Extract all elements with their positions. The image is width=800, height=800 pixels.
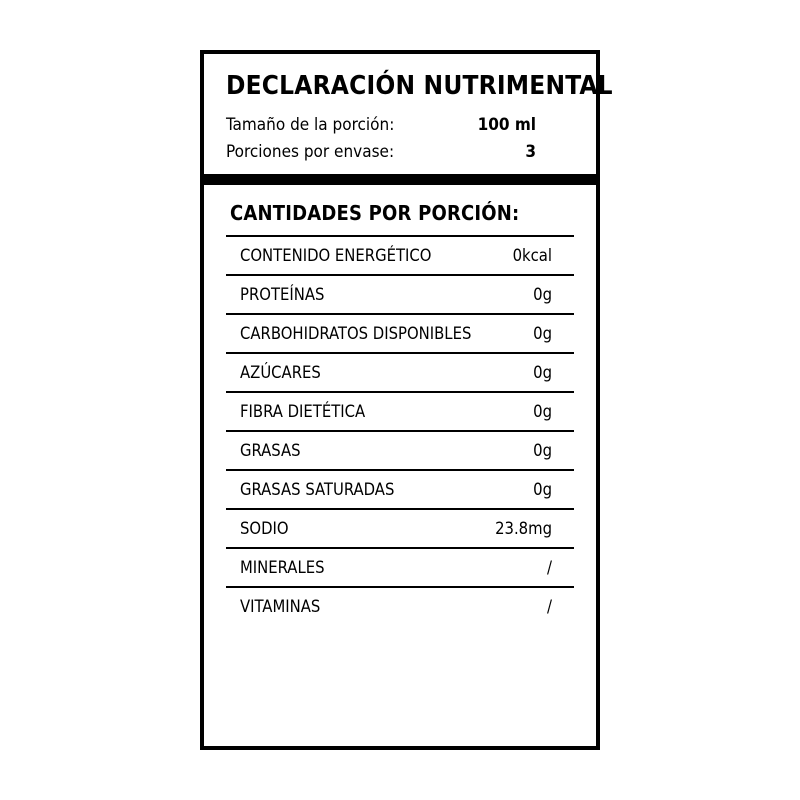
nutrient-name: FIBRA DIETÉTICA <box>240 401 366 421</box>
nutrient-value: 0kcal <box>512 245 552 265</box>
nutrition-facts-panel <box>200 50 613 750</box>
table-row <box>226 353 574 392</box>
nutrient-value: 0g <box>533 440 552 460</box>
nutrient-name: GRASAS <box>240 440 301 460</box>
table-row <box>226 470 574 509</box>
serving-size-row <box>226 115 574 135</box>
servings-per-container-value: 3 <box>525 141 536 162</box>
nutrient-value: 0g <box>533 284 552 304</box>
nutrient-value: 23.8mg <box>495 518 552 538</box>
nutrient-name: AZÚCARES <box>240 362 321 382</box>
nutrient-name: CONTENIDO ENERGÉTICO <box>240 245 432 265</box>
nutrient-value: / <box>546 557 552 577</box>
amounts-per-serving-heading: CANTIDADES POR PORCIÓN: <box>230 200 520 225</box>
servings-per-container-row <box>226 142 574 162</box>
nutrient-value: 0g <box>533 401 552 421</box>
nutrient-name: MINERALES <box>240 557 325 577</box>
panel-header-section <box>204 54 613 625</box>
nutrient-name: GRASAS SATURADAS <box>240 479 395 499</box>
table-row <box>226 548 574 587</box>
nutrient-name: SODIO <box>240 518 289 538</box>
table-row <box>226 431 574 470</box>
nutrient-name: CARBOHIDRATOS DISPONIBLES <box>240 323 472 343</box>
serving-size-value: 100 ml <box>477 114 536 135</box>
nutrient-value: / <box>546 596 552 616</box>
nutrient-value: 0g <box>533 323 552 343</box>
nutrient-table <box>226 235 574 625</box>
table-row <box>226 275 574 314</box>
nutrient-value: 0g <box>533 362 552 382</box>
serving-size-label: Tamaño de la porción: <box>226 114 395 135</box>
nutrient-name: PROTEÍNAS <box>240 284 325 304</box>
thick-divider <box>204 174 596 185</box>
servings-per-container-label: Porciones por envase: <box>226 141 395 162</box>
nutrient-value: 0g <box>533 479 552 499</box>
page-title: DECLARACIÓN NUTRIMENTAL <box>226 71 613 101</box>
table-row <box>226 236 574 275</box>
table-row <box>226 392 574 431</box>
nutrient-name: VITAMINAS <box>240 596 321 616</box>
table-row <box>226 509 574 548</box>
table-row <box>226 587 574 625</box>
table-row <box>226 314 574 353</box>
